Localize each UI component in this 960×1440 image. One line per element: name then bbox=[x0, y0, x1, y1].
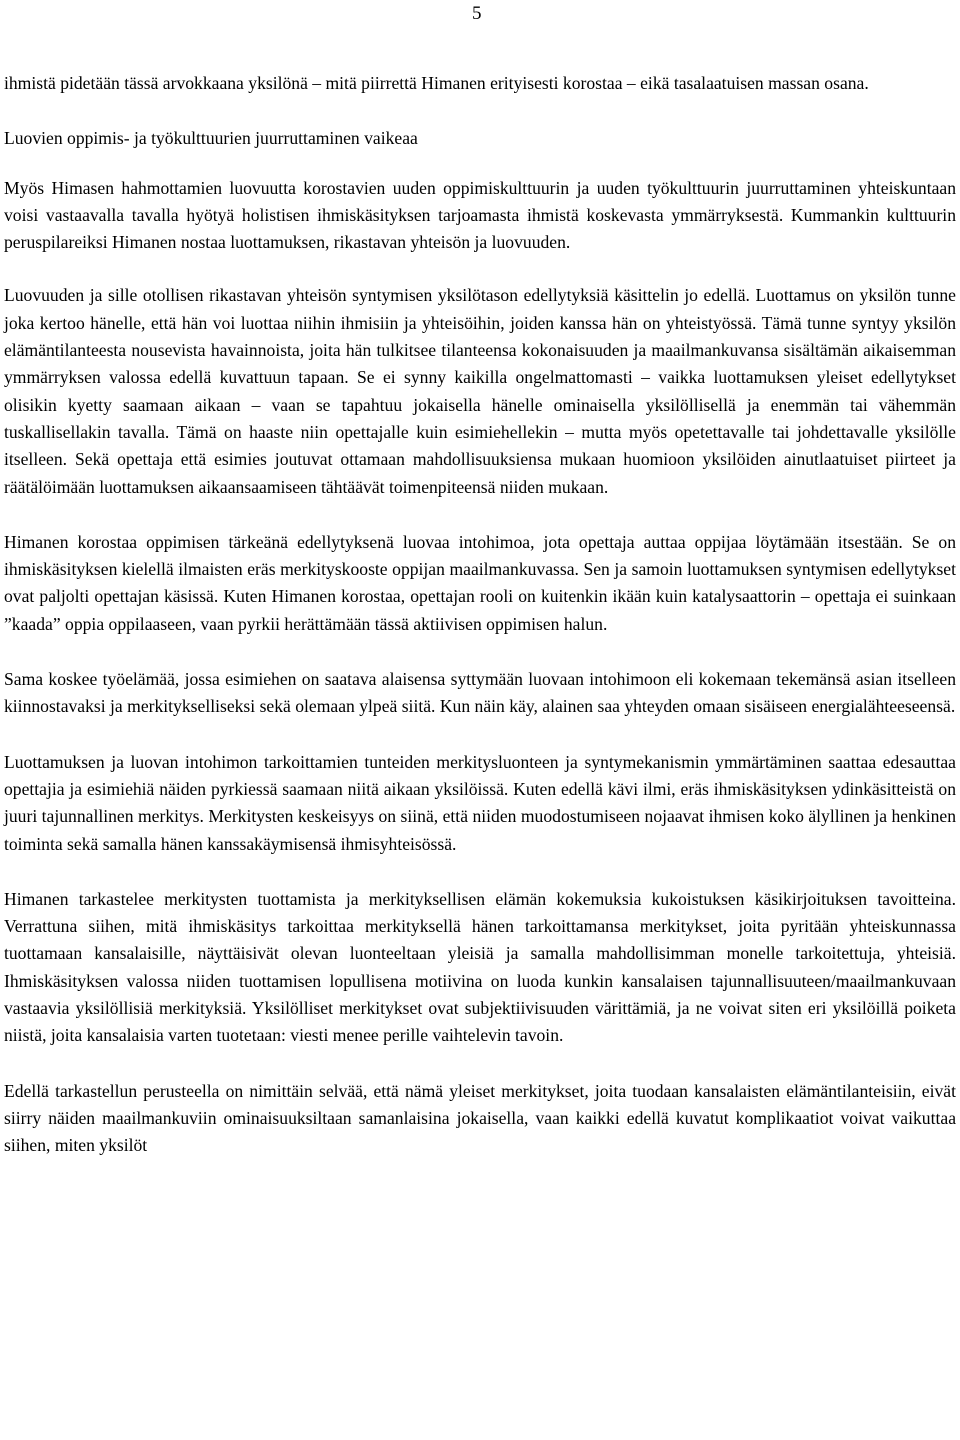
paragraph-1: Myös Himasen hahmottamien luovuutta korostavien uuden oppimiskulttuurin ja uuden työkulttuurin juurruttaminen yhteiskuntaan voisi vastaavalla tavalla hyötyä holistisen ihmiskäsityksen tarjoamasta ihmistä koskevasta ymmärryksestä. Kummankin kulttuurin peruspilareiksi Himanen nostaa luottamuksen, rikastavan yhteisön ja luovuuden. bbox=[4, 177, 956, 253]
paragraph-3: Himanen korostaa oppimisen tärkeänä edellytyksenä luovaa intohimoa, jota opettaja auttaa oppijaa löytämään itsestään. Se on ihmiskäsityksen kielellä ilmaisten eräs merkityskooste oppijan maailmankuvassa. Sen ja samoin luottamuksen syntymisen edellytykset ovat paljolti opettajan käsissä. Kuten Himanen korostaa, opettajan rooli on kuitenkin ikään kuin katalysaattorin – opettaja ei suinkaan ”kaada” oppia oppilaaseen, vaan pyrkii herättämään tässä aktiivisen oppimisen halun. bbox=[4, 531, 956, 634]
page-number: 5 bbox=[472, 3, 482, 24]
section-heading: Luovien oppimis- ja työkulttuurien juurruttaminen vaikeaa bbox=[4, 128, 418, 149]
paragraph-6: Himanen tarkastelee merkitysten tuottamista ja merkityksellisen elämän kokemuksia kukoistuksen käsikirjoituksen tavoitteina. Verrattuna siihen, mitä ihmiskäsitys tarkoittaa merkityksellä hänen tarkoittamansa merkitykset, joita pyritään yhteiskunnassa tuottamaan kansalaisille, näyttäisivät olevan luonteeltaan yleisiä ja samalla mahdollisimman monelle tarkoitettuja, yhteisiä. Ihmiskäsityksen valossa niiden tuottamisen lopullisena motiivina on luoda kunkin kansalaisen tajunnallisuuteen/maailmankuvaan vastaavia yksilöllisiä merkityksiä. Yksilölliset merkitykset ovat subjektiivisuuden värittämiä, ja ne voivat siten eri yksilöillä poiketa niistä, joita kansalaisia varten tuotetaan: viesti menee perille vaihtelevin tavoin. bbox=[4, 888, 956, 1046]
paragraph-4: Sama koskee työelämää, jossa esimiehen on saatava alaisensa syttymään luovaan intohimoon eli kokemaan tekemänsä asian itselleen kiinnostavaksi ja merkitykselliseksi sekä olemaan ylpeä siitä. Kun näin käy, alainen saa yhteyden omaan sisäiseen energialähteeseensä. bbox=[4, 669, 956, 717]
paragraph-continuation: ihmistä pidetään tässä arvokkaana yksilönä – mitä piirrettä Himanen erityisesti korostaa – eikä tasalaatuisen massan osana. bbox=[4, 73, 869, 93]
page-content bbox=[4, 70, 956, 1160]
paragraph-2: Luovuuden ja sille otollisen rikastavan yhteisön syntymisen yksilötason edellytyksiä käsittelin jo edellä. Luottamus on yksilön tunne joka kertoo hänelle, että hän voi luottaa niihin ihmisiin ja yhteisöihin, joiden kanssa hän on yhteistyössä. Tämä tunne syntyy yksilön elämäntilanteesta nousevista havainnoista, joita hän tulkitsee tilanteensa kokonaisuuden ja maailmankuvansa sisältämän aikaisemman ymmärryksen valossa edellä kuvattuun tapaan. Se ei synny kaikilla ongelmattomasti – vaikka luottamuksen yleiset edellytykset olisikin kyetty saamaan aikaan – vaan se tapahtuu jokaisella hänelle ominaisella yksilöllisellä ja enemmän tai vähemmän tuskallisellakin tavalla. Tämä on haaste niin opettajalle kuin esimiehellekin – mutta myös opetettavalle tai johdettavalle yksilölle itselleen. Sekä opettaja että esimies joutuvat ottamaan mahdollisuuksiensa mukaan huomioon yksilöiden ainutlaatuiset piirteet ja räätälöimään luottamuksen aikaansaamiseen tähtäävät toimenpiteensä niiden mukaan. bbox=[4, 285, 956, 497]
paragraph-7: Edellä tarkastellun perusteella on nimittäin selvää, että nämä yleiset merkitykset, joita tuodaan kansalaisten elämäntilanteisiin, eivät siirry näiden maailmankuviin ominaisuuksiltaan samanlaisina jokaisella, vaan kaikki edellä kuvatut komplikaatiot voivat vaikuttaa siihen, miten yksilöt bbox=[4, 1080, 956, 1156]
paragraph-5: Luottamuksen ja luovan intohimon tarkoittamien tunteiden merkitysluonteen ja syntymekanismin ymmärtäminen saattaa edesauttaa opettajia ja esimiehiä näiden pyrkiessä saamaan niitä aikaan yksilöissä. Kuten edellä kävi ilmi, eräs ihmiskäsityksen ydinkäsitteistä on juuri tajunnallinen merkitys. Merkitysten keskeisyys on siinä, että niiden muodostumiseen nojaavat ihmisen koko älyllinen ja henkinen toiminta sekä samalla hänen kanssakäymisensä ihmisyhteisössä. bbox=[4, 751, 956, 854]
